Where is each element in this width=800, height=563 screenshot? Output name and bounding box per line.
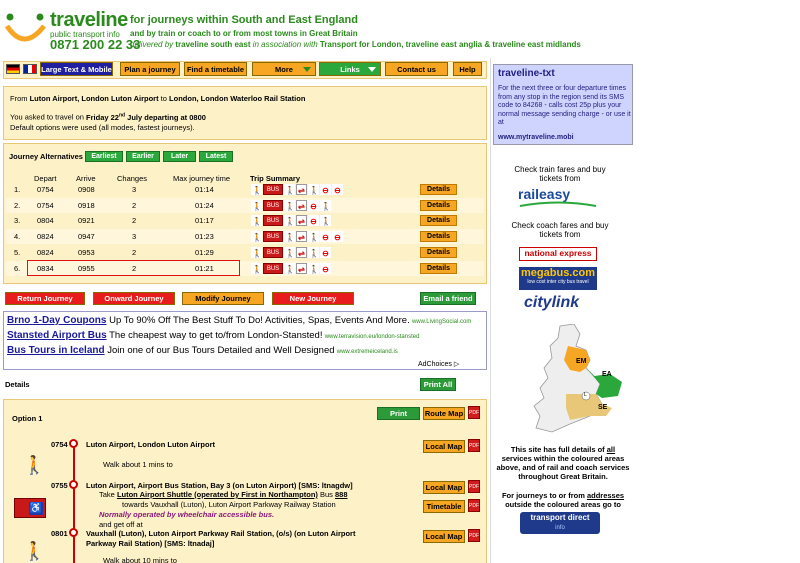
local-map-pdf-icon[interactable]: PDF xyxy=(468,529,480,542)
transport-direct-text: transport direct xyxy=(530,513,590,522)
site-info-b: services within the coloured areas above, and of rail and coach services throughout Great Britain. xyxy=(496,454,630,481)
bus-label: Bus xyxy=(317,490,335,499)
walk-icon: 🚶 xyxy=(23,541,46,561)
changes-count: 3 xyxy=(132,232,137,242)
ad-2-link[interactable]: Stansted Airport Bus xyxy=(7,330,107,341)
adchoices-icon: ▷ xyxy=(453,361,460,368)
underground-icon: ⊖ xyxy=(320,184,331,195)
traveline-txt-box xyxy=(493,64,633,145)
arrive-time: 0918 xyxy=(78,200,95,210)
ad-2-text: The cheapest way to get to/from London-Stansted! xyxy=(106,330,323,341)
raileasy-swoosh-icon xyxy=(518,201,598,209)
national-rail-icon: ⇌ xyxy=(296,231,307,242)
transport-direct-sub: info xyxy=(555,525,565,531)
timetable-button[interactable]: Timetable xyxy=(423,500,465,513)
england-map-icon xyxy=(530,324,630,436)
local-map-button[interactable]: Local Map xyxy=(423,440,465,453)
journey-time: 01:17 xyxy=(195,216,214,226)
row-number: 4. xyxy=(14,232,21,242)
more-label: More xyxy=(275,65,293,74)
later-button[interactable]: Later xyxy=(163,151,196,162)
local-map-pdf-icon[interactable]: PDF xyxy=(468,480,480,493)
journey-time: 01:29 xyxy=(195,247,214,257)
wheelchair-icon: ♿ xyxy=(29,503,43,514)
ad-2[interactable] xyxy=(7,330,419,341)
depart-time: 0754 xyxy=(37,185,54,194)
col-max-time: Max journey time xyxy=(173,174,231,183)
trip-summary-icons xyxy=(251,231,343,242)
take-prefix: Take xyxy=(99,490,117,499)
outside-b: outside the coloured areas go to xyxy=(505,500,621,509)
ad-3-url[interactable]: www.extremeiceland.is xyxy=(336,349,398,355)
map-label-ea: EA xyxy=(602,371,612,378)
german-flag-icon[interactable] xyxy=(6,64,20,74)
step-1-time: 0754 xyxy=(51,440,68,449)
arrive-time: 0947 xyxy=(78,232,95,242)
depart-time: 0834 xyxy=(37,263,54,273)
step-3-walk: Walk about 10 mins to xyxy=(103,556,177,563)
region-map[interactable] xyxy=(530,324,630,436)
journey-summary-panel xyxy=(3,86,487,140)
step-2-take xyxy=(99,490,348,499)
journey-time: 01:24 xyxy=(195,200,214,210)
walk-icon: 🚶 xyxy=(285,233,295,243)
row-number: 3. xyxy=(14,216,21,226)
details-button[interactable]: Details xyxy=(420,184,457,195)
brand-sub: public transport info xyxy=(50,30,120,39)
to-place: London, London Waterloo Rail Station xyxy=(169,94,306,103)
megabus-logo[interactable] xyxy=(519,267,597,290)
underground-icon: ⊖ xyxy=(308,200,319,211)
ad-1[interactable] xyxy=(7,315,471,326)
citylink-text: citylink xyxy=(524,294,580,311)
trip-summary-icons xyxy=(251,247,331,258)
timetable-pdf-icon[interactable]: PDF xyxy=(468,499,480,512)
changes-count: 2 xyxy=(132,200,137,210)
local-map-button[interactable]: Local Map xyxy=(423,481,465,494)
national-express-logo[interactable] xyxy=(519,247,597,261)
site-info-a: This site has full details of xyxy=(510,445,607,454)
large-text-button[interactable]: Large Text & Mobile xyxy=(40,62,113,76)
changes-count: 3 xyxy=(132,185,137,194)
local-map-pdf-icon[interactable]: PDF xyxy=(468,439,480,452)
service-link[interactable]: Luton Airport Shuttle (operated by First in Northampton) xyxy=(116,490,318,499)
map-label-l: L xyxy=(584,392,587,398)
ad-1-url[interactable]: www.LivingSocial.com xyxy=(411,319,472,325)
ad-3[interactable] xyxy=(7,345,398,356)
walk-icon: 🚶 xyxy=(285,217,295,227)
train-fares-text: Check train fares and buy tickets from xyxy=(514,165,606,183)
step-3-time: 0801 xyxy=(51,529,68,538)
underground-icon: ⊖ xyxy=(320,263,331,274)
phone-number: 0871 200 22 33 xyxy=(50,37,141,52)
asked-prefix: You asked to travel on xyxy=(10,112,87,122)
step-1-place: Luton Airport, London Luton Airport xyxy=(86,440,215,449)
details-button[interactable]: Details xyxy=(420,215,457,226)
ad-1-link[interactable]: Brno 1-Day Coupons xyxy=(7,315,107,326)
citylink-logo[interactable] xyxy=(524,294,594,314)
bus-wheelchair-icon xyxy=(14,498,46,518)
logo[interactable] xyxy=(4,12,48,46)
to-prefix: to xyxy=(158,94,170,103)
txt-title: traveline-txt xyxy=(498,68,555,79)
arrive-time: 0955 xyxy=(78,263,95,273)
outside-a: For journeys to or from xyxy=(501,491,587,500)
new-journey-button[interactable]: New Journey xyxy=(272,292,354,305)
coach-fares-text: Check coach fares and buy tickets from xyxy=(511,221,609,239)
delivered-partners: Transport for London, traveline east anglia & traveline east midlands xyxy=(319,40,581,49)
ad-2-url[interactable]: www.terravision.eu/london-stansted xyxy=(324,334,420,340)
find-timetable-button[interactable]: Find a timetable xyxy=(184,62,247,76)
step-2-place: Luton Airport, Airport Bus Station, Bay 3 (on Luton Airport) [SMS: ltnagdw] xyxy=(86,481,353,490)
bus-icon: BUS xyxy=(263,263,283,274)
walk-icon: 🚶 xyxy=(252,233,262,243)
depart-time: 0824 xyxy=(37,232,54,242)
row-number: 1. xyxy=(14,185,21,194)
delivered-by xyxy=(130,40,581,49)
underground-icon: ⊖ xyxy=(320,247,331,258)
col-depart: Depart xyxy=(34,174,57,183)
row-number: 5. xyxy=(14,247,21,257)
national-rail-icon: ⇌ xyxy=(296,247,307,258)
return-journey-button[interactable]: Return Journey xyxy=(5,292,85,305)
walk-icon: 🚶 xyxy=(252,217,262,227)
txt-url[interactable]: www.mytraveline.mobi xyxy=(498,134,574,141)
national-rail-icon: ⇌ xyxy=(296,263,307,274)
underground-icon: ⊖ xyxy=(320,231,331,242)
walk-icon: 🚶 xyxy=(285,248,295,258)
walk-icon: 🚶 xyxy=(252,186,262,195)
bus-icon: BUS xyxy=(263,247,283,258)
selected-row-highlight xyxy=(27,260,240,276)
bus-icon: BUS xyxy=(263,231,283,242)
step-3-place: Vauxhall (Luton), Luton Airport Parkway Rail Station, (o/s) (on Luton Airport Parkway Rail Station) [SMS: ltnadaj] xyxy=(86,529,356,548)
national-express-text: national express xyxy=(524,248,592,258)
earliest-button[interactable]: Earliest xyxy=(85,151,123,162)
depart-time: 0824 xyxy=(37,247,54,257)
changes-count: 2 xyxy=(132,263,137,273)
details-button[interactable]: Details xyxy=(420,200,457,211)
raileasy-text: raileasy xyxy=(518,186,571,202)
timeline xyxy=(73,446,75,563)
delivered-text: delivered by xyxy=(130,40,176,49)
french-flag-icon[interactable] xyxy=(23,64,37,74)
trip-summary-icons xyxy=(251,263,331,274)
step-2-towards: towards Vauxhall (Luton), Luton Airport Parkway Railway Station xyxy=(122,500,336,509)
traveline-logo-icon xyxy=(4,12,48,46)
depart-time: 0754 xyxy=(37,200,54,210)
arrive-time: 0921 xyxy=(78,216,95,226)
underground-icon: ⊖ xyxy=(332,231,343,242)
national-rail-icon: ⇌ xyxy=(296,215,307,226)
underground-icon: ⊖ xyxy=(308,215,319,226)
col-changes: Changes xyxy=(117,174,148,183)
bus-number-link[interactable]: 888 xyxy=(335,490,348,499)
more-dropdown-icon xyxy=(303,67,311,72)
from-place: Luton Airport, London Luton Airport xyxy=(29,94,159,103)
plan-journey-button[interactable]: Plan a journey xyxy=(120,62,180,76)
email-friend-button[interactable]: Email a friend xyxy=(420,292,476,305)
delivered-partner: traveline south east xyxy=(175,40,251,49)
print-button[interactable]: Print xyxy=(377,407,420,420)
details-button[interactable]: Details xyxy=(420,231,457,242)
links-menu[interactable] xyxy=(319,62,381,76)
changes-count: 2 xyxy=(132,216,137,226)
walk-icon: 🚶 xyxy=(252,201,262,211)
step-2-dot xyxy=(69,480,78,489)
site-info-text xyxy=(496,445,630,481)
brand-name: traveline xyxy=(50,9,128,31)
route-map-pdf-icon[interactable]: PDF xyxy=(468,406,480,419)
step-2-note: Normally operated by wheelchair accessible bus. xyxy=(99,510,275,519)
journey-time: 01:14 xyxy=(195,185,214,194)
step-2-time: 0755 xyxy=(51,481,68,490)
earlier-button[interactable]: Earlier xyxy=(126,151,160,162)
walk-icon: 🚶 xyxy=(285,201,295,211)
bus-icon: BUS xyxy=(263,215,283,226)
walk-icon: 🚶 xyxy=(309,264,319,274)
walk-icon: 🚶 xyxy=(285,186,295,195)
route-line xyxy=(10,94,305,103)
step-2-getoff: and get off at xyxy=(99,520,143,529)
step-1-dot xyxy=(69,439,78,448)
addresses-link[interactable]: addresses xyxy=(586,491,625,500)
adchoices[interactable] xyxy=(418,360,459,368)
details-label: Details xyxy=(5,380,30,389)
details-button[interactable]: Details xyxy=(420,263,457,274)
row-number: 6. xyxy=(14,263,21,273)
onward-journey-button[interactable]: Onward Journey xyxy=(93,292,175,305)
walk-icon: 🚶 xyxy=(285,264,295,274)
journey-time: 01:23 xyxy=(195,232,214,242)
bus-icon: BUS xyxy=(263,200,283,211)
option-title: Option 1 xyxy=(12,414,43,423)
row-number: 2. xyxy=(14,200,21,210)
bus-icon: BUS xyxy=(263,184,283,195)
latest-button[interactable]: Latest xyxy=(199,151,233,162)
arrive-time: 0953 xyxy=(78,247,95,257)
help-button[interactable]: Help xyxy=(453,62,482,76)
adchoices-label: AdChoices xyxy=(418,361,452,368)
txt-body: For the next three or four departure times from any stop in the region send its SMS code to 84268 - calls cost 25p plus your normal message sending charge - or use it at xyxy=(498,85,631,126)
walk-icon: 🚶 xyxy=(23,455,46,475)
modify-journey-button[interactable]: Modify Journey xyxy=(182,292,264,305)
options-line: Default options were used (all modes, fastest journeys). xyxy=(10,123,195,132)
col-trip-summary: Trip Summary xyxy=(250,174,301,183)
raileasy-logo[interactable] xyxy=(518,186,598,206)
details-button[interactable]: Details xyxy=(420,247,457,258)
walk-icon: 🚶 xyxy=(309,233,319,243)
walk-icon: 🚶 xyxy=(252,248,262,258)
transport-direct-logo[interactable] xyxy=(520,512,600,534)
national-rail-icon: ⇌ xyxy=(296,184,307,195)
walk-icon: 🚶 xyxy=(321,201,331,211)
ad-3-link[interactable]: Bus Tours in Iceland xyxy=(7,345,105,356)
col-arrive: Arrive xyxy=(76,174,96,183)
walk-icon: 🚶 xyxy=(309,186,319,195)
map-label-se: SE xyxy=(598,404,608,411)
journey-time: 01:21 xyxy=(195,263,214,273)
alternatives-label: Journey Alternatives xyxy=(9,152,83,161)
national-rail-icon: ⇌ xyxy=(296,200,307,211)
more-menu[interactable] xyxy=(252,62,316,76)
changes-count: 2 xyxy=(132,247,137,257)
delivered-assoc: in association with xyxy=(250,40,320,49)
outside-area-text xyxy=(496,491,630,509)
ad-3-text: Join one of our Bus Tours Detailed and Well Designed xyxy=(104,345,335,356)
contact-us-button[interactable]: Contact us xyxy=(385,62,448,76)
map-label-em: EM xyxy=(576,358,587,365)
links-label: Links xyxy=(340,65,360,74)
depart-time: 0804 xyxy=(37,216,54,226)
trip-summary-icons xyxy=(251,215,331,226)
ad-1-text: Up To 90% Off The Best Stuff To Do! Activities, Spas, Events And More. xyxy=(106,315,410,326)
local-map-button[interactable]: Local Map xyxy=(423,530,465,543)
links-dropdown-icon xyxy=(368,67,376,72)
site-info-all: all xyxy=(606,445,616,454)
from-prefix: From xyxy=(10,94,30,103)
print-all-button[interactable]: Print All xyxy=(420,378,456,391)
arrive-time: 0908 xyxy=(78,185,95,194)
walk-icon: 🚶 xyxy=(309,248,319,258)
travel-date-line xyxy=(10,112,206,122)
travel-time: July departing at 0800 xyxy=(125,112,206,122)
step-3-dot xyxy=(69,528,78,537)
route-map-button[interactable]: Route Map xyxy=(424,409,464,418)
megabus-text: megabus.com xyxy=(521,267,595,279)
trip-summary-icons xyxy=(251,200,331,211)
megabus-sub: low cost inter city bus travel xyxy=(527,279,589,285)
walk-icon: 🚶 xyxy=(252,264,262,274)
tagline: for journeys within South and East England xyxy=(130,14,358,26)
tagline-sub: and by train or coach to or from most towns in Great Britain xyxy=(130,29,358,38)
travel-date: Friday 22 xyxy=(86,112,119,122)
trip-summary-icons xyxy=(251,184,343,195)
walk-icon: 🚶 xyxy=(321,217,331,227)
step-1-walk: Walk about 1 mins to xyxy=(103,460,173,469)
underground-icon: ⊖ xyxy=(332,184,343,195)
date-sup: nd xyxy=(118,112,126,118)
